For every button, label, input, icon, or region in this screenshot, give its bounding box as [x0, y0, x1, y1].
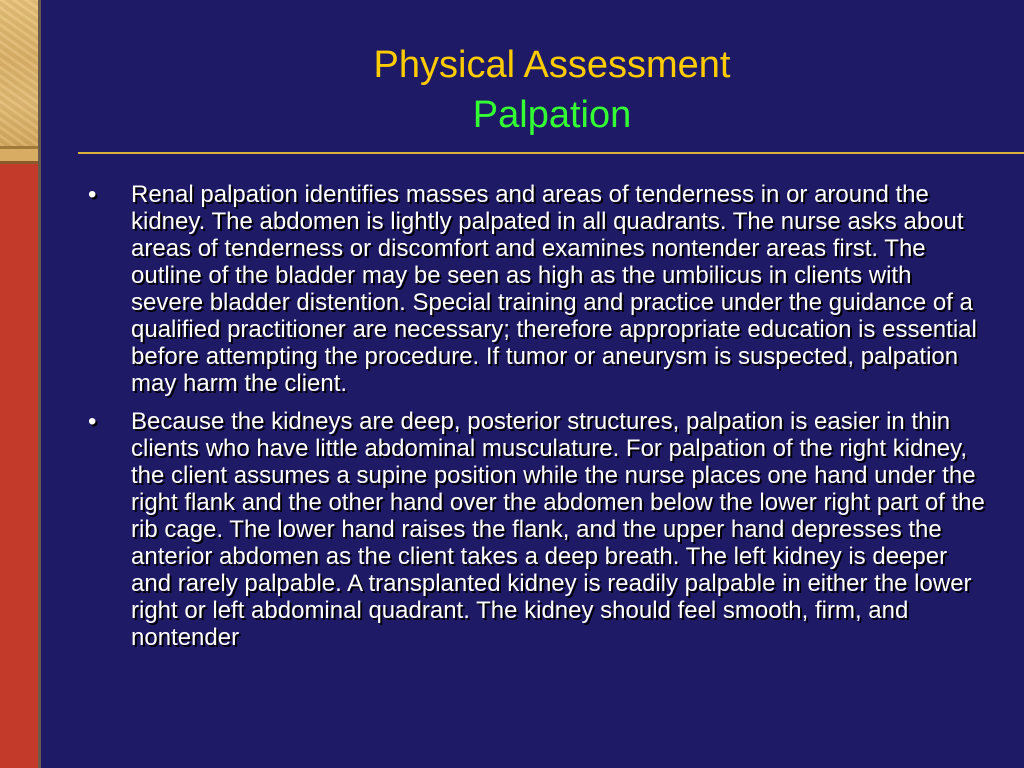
side-strip-red-block	[0, 164, 38, 768]
side-strip-tan-block	[0, 0, 38, 146]
slide-subtitle: Palpation	[472, 94, 632, 136]
side-strip-gold-band	[0, 149, 38, 161]
bullet-icon: •	[88, 408, 97, 435]
slide-title: Physical Assessment	[373, 44, 731, 86]
bullet-text: Renal palpation identifies masses and areas of tenderness in or around the kidney. The abdomen is lightly palpated in all quadrants. The nurse asks about areas of tenderness or discomfort and examines nontender areas first. The outline of the bladder may be seen as high as the umbilicus in clients with severe bladder distention. Special training and practice under the guidance of a qualified practitioner are necessary; therefore appropriate education is essential before attempting the procedure. If tumor or aneurysm is suspected, palpation may harm the client.	[131, 181, 977, 397]
bullet-item	[88, 181, 988, 397]
bullet-text: Because the kidneys are deep, posterior structures, palpation is easier in thin clients who have little abdominal musculature. For palpation of the right kidney, the client assumes a supine position while the nurse places one hand under the right flank and the other hand over the abdomen below the lower right part of the rib cage. The lower hand raises the flank, and the upper hand depresses the anterior abdomen as the client takes a deep breath. The left kidney is deeper and rarely palpable. A transplanted kidney is readily palpable in either the lower right or left abdominal quadrant. The kidney should feel smooth, firm, and nontender	[131, 408, 985, 651]
bullet-item	[88, 408, 988, 651]
decorative-side-strip	[0, 0, 40, 768]
bullet-list	[88, 181, 988, 662]
bullet-icon: •	[88, 181, 97, 208]
title-divider-line	[78, 152, 1024, 154]
side-strip-edge	[38, 0, 41, 768]
